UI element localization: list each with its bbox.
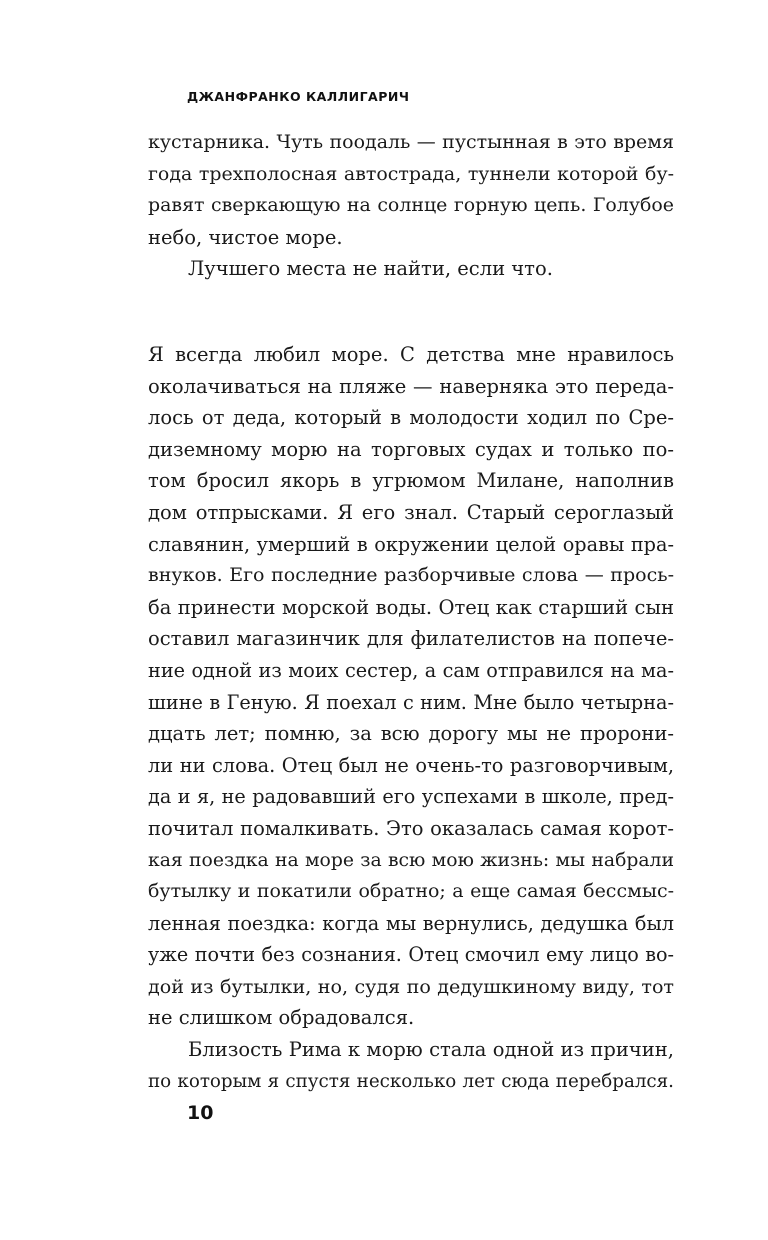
text-line: равят сверкающую на солнце горную цепь. Голубое [148, 194, 674, 217]
text-line: том бросил якорь в угрюмом Милане, наполнив [148, 469, 674, 493]
text-line: не слишком обрадовался. [148, 1006, 415, 1030]
text-line: Лучшего места не найти, если что. [188, 257, 553, 281]
text-line: ленная поездка: когда мы вернулись, дедушка был [148, 911, 674, 935]
text-line: внуков. Его последние разборчивые слова — прось- [148, 564, 674, 587]
text-line: по которым я спустя несколько лет сюда перебрался. [148, 1070, 674, 1092]
text-line: ли ни слова. Отец был не очень-то разговорчивым, [148, 753, 674, 777]
text-line: околачиваться на пляже — наверняка это переда- [148, 374, 674, 398]
text-line: лось от деда, который в молодости ходил по Сре- [148, 406, 674, 430]
page-number: 10 [187, 1102, 214, 1124]
text-line: дой из бутылки, но, судя по дедушкиному виду, тот [148, 974, 674, 998]
text-line: года трехполосная автострада, туннели которой бу- [148, 162, 674, 185]
text-line: ние одной из моих сестер, а сам отправился на ма- [148, 658, 674, 682]
text-line: небо, чистое море. [148, 225, 343, 249]
text-line: кая поездка на море за всю мою жизнь: мы набрали [148, 849, 674, 871]
text-line: да и я, не радовавший его успехами в школе, пред- [148, 785, 674, 809]
text-line: бутылку и покатили обратно; а еще самая бессмыс- [148, 880, 674, 903]
text-block-2 [148, 339, 674, 1097]
text-line: уже почти без сознания. Отец смочил ему лицо во- [148, 943, 674, 967]
text-line: почитал помалкивать. Это оказалась самая корот- [148, 816, 674, 840]
text-line: шине в Геную. Я поехал с ним. Мне было четырна- [148, 690, 674, 714]
text-block-1 [148, 127, 674, 285]
text-line: Близость Рима к морю стала одной из причин, [188, 1038, 674, 1062]
text-line: диземному морю на торговых судах и только по- [148, 437, 674, 461]
text-line: дом отпрысками. Я его знал. Старый сероглазый [148, 500, 674, 524]
text-line: оставил магазинчик для филателистов на попече- [148, 627, 674, 651]
running-head: ДЖАНФРАНКО КАЛЛИГАРИЧ [187, 89, 410, 104]
text-line: Я всегда любил море. С детства мне нравилось [148, 343, 674, 366]
text-line: дцать лет; помню, за всю дорогу мы не пророни- [148, 722, 674, 746]
text-line: кустарника. Чуть поодаль — пустынная в это время [148, 131, 674, 153]
text-line: ба принести морской воды. Отец как старший сын [148, 595, 674, 619]
text-line: славянин, умерший в окружении целой оравы пра- [148, 532, 674, 556]
